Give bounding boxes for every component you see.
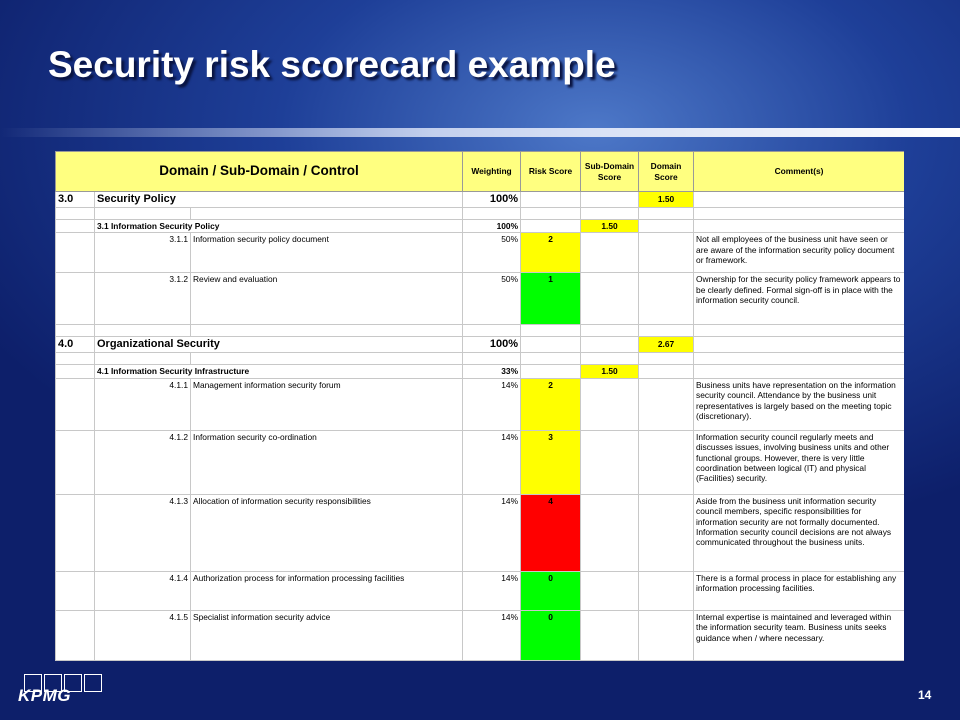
header-weighting: Weighting [463, 152, 521, 192]
row-weighting: 100% [463, 192, 521, 208]
row-comment: Information security council regularly meets and discusses issues, involving business units and other functional groups. However, there is very little coordination between logical (IT) and physical (Facilities) security. [694, 430, 904, 494]
slide-title: Security risk scorecard example [48, 44, 616, 85]
row-comment: There is a formal process in place for establishing any information processing facilities. [694, 571, 904, 610]
row-name: Review and evaluation [191, 273, 463, 325]
row-weighting: 100% [463, 220, 521, 233]
row-name: Management information security forum [191, 378, 463, 430]
row-weighting: 14% [463, 610, 521, 660]
row-comment: Ownership for the security policy framework appears to be clearly defined. Formal sign-off is in place with the information security council. [694, 273, 904, 325]
row-weighting: 50% [463, 233, 521, 273]
domain-row [56, 337, 905, 353]
row-weighting: 14% [463, 430, 521, 494]
control-row [56, 378, 905, 430]
row-name: Authorization process for information processing facilities [191, 571, 463, 610]
row-weighting: 14% [463, 494, 521, 571]
spacer-row [56, 325, 905, 337]
domain-score: 1.50 [639, 192, 694, 208]
risk-score: 2 [521, 378, 581, 430]
row-weighting: 14% [463, 378, 521, 430]
header-risk-score: Risk Score [521, 152, 581, 192]
row-comment: Business units have representation on the information security council. Attendance by the business unit representatives is largely based on the meeting topic (discretionary). [694, 378, 904, 430]
control-row [56, 430, 905, 494]
row-name: Information security co-ordination [191, 430, 463, 494]
row-name: Security Policy [95, 192, 463, 208]
domain-row [56, 192, 905, 208]
subdomain-row [56, 365, 905, 378]
risk-score: 2 [521, 233, 581, 273]
row-weighting: 14% [463, 571, 521, 610]
header-control: Domain / Sub-Domain / Control [56, 152, 463, 192]
risk-score: 4 [521, 494, 581, 571]
control-row [56, 610, 905, 660]
control-row [56, 494, 905, 571]
spacer-row [56, 353, 905, 365]
control-row [56, 571, 905, 610]
row-comment: Internal expertise is maintained and leveraged within the information security team. Business units seeks guidance when / where necessary. [694, 610, 904, 660]
page-number: 14 [918, 688, 932, 702]
row-name: Information security policy document [191, 233, 463, 273]
domain-score: 2.67 [639, 337, 694, 353]
risk-score: 3 [521, 430, 581, 494]
row-name: 3.1 Information Security Policy [95, 220, 463, 233]
row-code: 4.0 [56, 337, 95, 353]
control-row [56, 273, 905, 325]
row-comment: Not all employees of the business unit have seen or are aware of the information security policy document or framework. [694, 233, 904, 273]
header-row [56, 152, 905, 192]
title-divider [0, 128, 960, 137]
row-code: 4.1.2 [95, 430, 191, 494]
row-code: 3.0 [56, 192, 95, 208]
row-name: Organizational Security [95, 337, 463, 353]
kpmg-logo [18, 674, 96, 708]
row-code: 3.1.2 [95, 273, 191, 325]
row-weighting: 50% [463, 273, 521, 325]
scorecard-table [55, 151, 904, 661]
sub-domain-score: 1.50 [581, 220, 639, 233]
row-weighting: 33% [463, 365, 521, 378]
header-domain-score: Domain Score [639, 152, 694, 192]
header-comments: Comment(s) [694, 152, 904, 192]
scorecard-sheet [55, 151, 904, 661]
row-comment: Aside from the business unit information security council members, specific responsibilities for information security are not formally documented. Information security council decisions are not always communicated throughout the business units. [694, 494, 904, 571]
risk-score: 0 [521, 571, 581, 610]
row-name: Allocation of information security responsibilities [191, 494, 463, 571]
row-name: 4.1 Information Security Infrastructure [95, 365, 463, 378]
subdomain-row [56, 220, 905, 233]
header-sub-domain-score: Sub-Domain Score [581, 152, 639, 192]
risk-score: 0 [521, 610, 581, 660]
control-row [56, 233, 905, 273]
logo-text: KPMG [18, 686, 71, 705]
row-code: 4.1.1 [95, 378, 191, 430]
row-weighting: 100% [463, 337, 521, 353]
row-code: 4.1.3 [95, 494, 191, 571]
risk-score: 1 [521, 273, 581, 325]
sub-domain-score: 1.50 [581, 365, 639, 378]
row-code: 4.1.5 [95, 610, 191, 660]
spacer-row [56, 208, 905, 220]
row-code: 4.1.4 [95, 571, 191, 610]
row-code: 3.1.1 [95, 233, 191, 273]
row-name: Specialist information security advice [191, 610, 463, 660]
